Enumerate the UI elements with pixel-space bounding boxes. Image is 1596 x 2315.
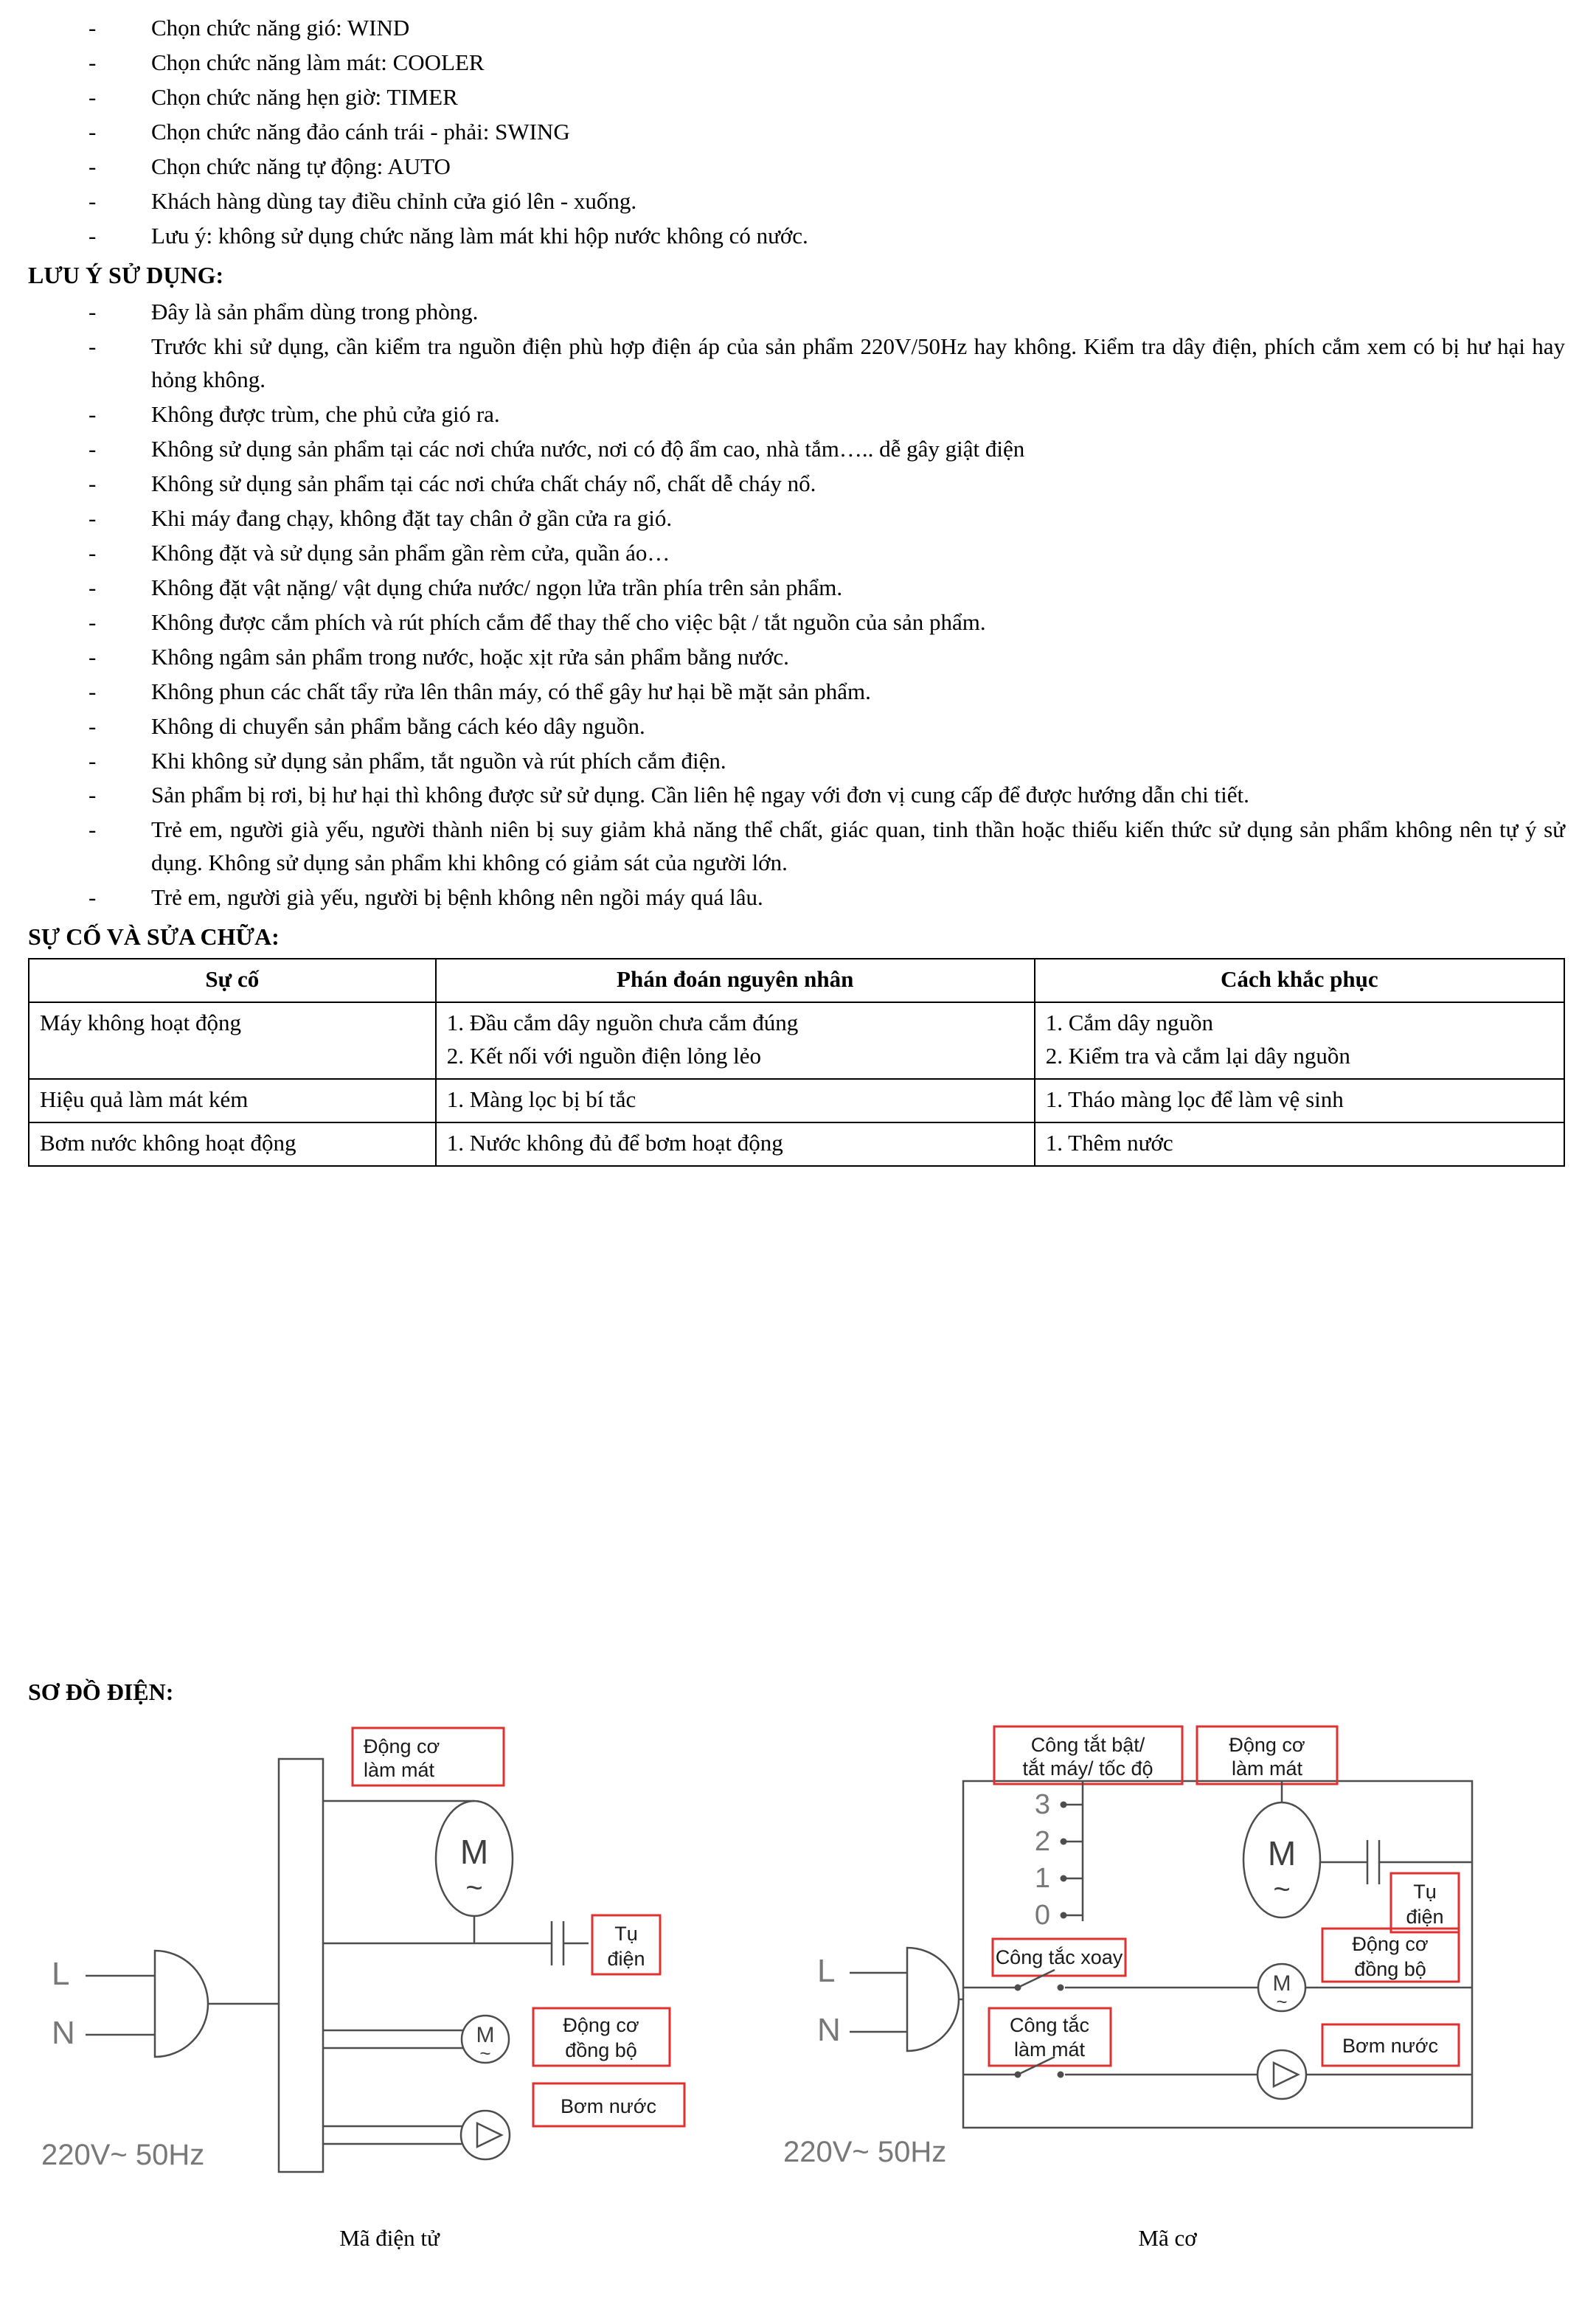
capacitor-symbol <box>552 1921 563 1965</box>
list-item-text: Chọn chức năng làm mát: COOLER <box>151 49 485 75</box>
list-item <box>28 813 1565 880</box>
bullet-dash: - <box>89 539 97 566</box>
intro-list <box>28 12 1565 253</box>
list-item-text: Trước khi sử dụng, cần kiểm tra nguồn điện phù hợp điện áp của sản phẩm 220V/50Hz hay không. Kiểm tra dây điện, phích cắm xem có bị hư hại hay hỏng không. <box>151 333 1565 393</box>
bullet-dash: - <box>89 83 97 110</box>
list-item <box>28 779 1565 812</box>
bullet-dash: - <box>89 222 97 249</box>
bullet-dash: - <box>89 436 97 462</box>
rotary-switch-blade <box>1018 1970 1055 1988</box>
bullet-dash: - <box>89 678 97 704</box>
voltage-label: 220V~ 50Hz <box>783 2135 947 2168</box>
list-item-text: Không được trùm, che phủ cửa gió ra. <box>151 401 500 428</box>
fix-line: 1. Cắm dây nguồn <box>1045 1009 1213 1035</box>
list-item-text: Không đặt vật nặng/ vật dụng chứa nước/ ngọn lửa trần phía trên sản phẩm. <box>151 574 843 600</box>
bullet-dash: - <box>89 471 97 497</box>
bullet-dash: - <box>89 153 97 179</box>
cause-line: 2. Kết nối với nguồn điện lỏng lẻo <box>446 1042 761 1069</box>
switch-position-3: 3 <box>1034 1788 1050 1820</box>
bullet-dash: - <box>89 643 97 670</box>
bullet-dash: - <box>89 712 97 739</box>
power-switch-label-line2: tắt máy/ tốc độ <box>1022 1757 1153 1780</box>
motor-wave-glyph: ~ <box>1273 1873 1291 1906</box>
pump-wires <box>323 2126 463 2144</box>
bullet-dash: - <box>89 884 97 911</box>
motor-m-glyph: M <box>1267 1833 1297 1873</box>
pump-label: Bơm nước <box>560 2094 657 2117</box>
list-item <box>28 81 1565 114</box>
switch-pivot <box>1015 1984 1021 1991</box>
switch-position-1: 1 <box>1034 1862 1050 1894</box>
list-item <box>28 881 1565 914</box>
bullet-dash: - <box>89 118 97 145</box>
usage-list <box>28 296 1565 914</box>
list-item <box>28 433 1565 466</box>
list-item <box>28 537 1565 570</box>
list-item-text: Khi không sử dụng sản phẩm, tắt nguồn và rút phích cắm điện. <box>151 747 726 774</box>
list-item-text: Khách hàng dùng tay điều chỉnh cửa gió lên - xuống. <box>151 187 637 214</box>
list-item-text: Sản phẩm bị rơi, bị hư hại thì không được sử sử dụng. Cần liên hệ ngay với đơn vị cung cấp để được hướng dẫn chi tiết. <box>151 782 1249 808</box>
troubleshooting-table <box>28 958 1565 1167</box>
diagram-captions <box>28 2225 1565 2252</box>
diagram-electronic <box>35 1722 743 2215</box>
sync-m-glyph: M <box>476 2022 495 2047</box>
list-item <box>28 572 1565 605</box>
line-l-label: L <box>52 1955 70 1992</box>
list-item <box>28 606 1565 639</box>
table-row <box>29 1079 1564 1122</box>
power-plug-icon <box>155 1951 208 2057</box>
table-cell-fix <box>1035 1002 1564 1079</box>
line-n-label: N <box>52 2014 75 2051</box>
caption-electronic: Mã điện tử <box>339 2224 440 2251</box>
rotary-switch-label: Công tắc xoay <box>995 1946 1123 1968</box>
switch-contact <box>1058 2071 1064 2078</box>
switch-contact <box>1058 1984 1064 1991</box>
list-item-text: Không di chuyển sản phẩm bằng cách kéo dây nguồn. <box>151 712 645 739</box>
bullet-dash: - <box>89 782 97 808</box>
table-header-row <box>29 959 1564 1002</box>
bullet-dash: - <box>89 15 97 41</box>
sync-wave-glyph: ~ <box>479 2041 491 2064</box>
switch-contact <box>1061 1838 1067 1844</box>
capacitor-label-line1: Tụ <box>1413 1880 1437 1903</box>
list-item <box>28 46 1565 80</box>
cooling-motor-label-line2: làm mát <box>364 1758 435 1781</box>
bullet-dash: - <box>89 49 97 75</box>
table-row <box>29 1122 1564 1166</box>
sync-motor-label-line2: đồng bộ <box>1354 1957 1426 1980</box>
sync-m-glyph: M <box>1272 1971 1291 1996</box>
caption-mechanical: Mã cơ <box>1138 2224 1197 2251</box>
switch-contact <box>1061 1801 1067 1808</box>
power-switch-label-line1: Công tắt bật/ <box>1030 1733 1145 1756</box>
switch-position-0: 0 <box>1034 1899 1050 1931</box>
list-item-text: Khi máy đang chạy, không đặt tay chân ở gần cửa ra gió. <box>151 504 673 531</box>
list-item-text: Chọn chức năng hẹn giờ: TIMER <box>151 83 458 110</box>
table-cell-fix: 1. Tháo màng lọc để làm vệ sinh <box>1035 1079 1564 1122</box>
table-cell-fault: Máy không hoạt động <box>29 1002 436 1079</box>
pump-triangle-icon <box>477 2123 502 2147</box>
motor-wave-glyph: ~ <box>465 1871 483 1904</box>
table-cell-fault: Bơm nước không hoạt động <box>29 1122 436 1166</box>
sync-wave-glyph: ~ <box>1276 1990 1288 2013</box>
line-n-label: N <box>817 2011 841 2048</box>
pump-triangle-icon <box>1274 2063 1298 2086</box>
cooling-switch-label-line2: làm mát <box>1013 2038 1086 2061</box>
list-item-text: Đây là sản phẩm dùng trong phòng. <box>151 299 479 325</box>
section-heading-troubleshooting: SỰ CỐ VÀ SỬA CHỮA: <box>28 923 280 951</box>
table-row <box>29 1002 1564 1079</box>
table-cell-cause: 1. Nước không đủ để bơm hoạt động <box>436 1122 1035 1166</box>
cooling-motor-label-line1: Động cơ <box>364 1735 440 1757</box>
bullet-dash: - <box>89 747 97 774</box>
cooling-motor-label-line1: Động cơ <box>1229 1733 1305 1756</box>
table-cell-cause <box>436 1002 1035 1079</box>
list-item <box>28 296 1565 329</box>
electronic-circuit-svg <box>35 1722 743 2209</box>
bullet-dash: - <box>89 333 97 360</box>
switch-pivot <box>1015 2071 1021 2078</box>
section-heading-usage: LƯU Ý SỬ DỤNG: <box>28 261 224 288</box>
table-cell-fix: 1. Thêm nước <box>1035 1122 1564 1166</box>
diagram-mechanical <box>773 1722 1562 2215</box>
bullet-dash: - <box>89 574 97 600</box>
mechanical-circuit-svg <box>773 1722 1555 2209</box>
list-item-text: Trẻ em, người già yếu, người thành niên bị suy giảm khả năng thể chất, giác quan, tinh thần hoặc thiếu kiến thức sử dụng sản phẩm không nên tự ý sử dụng. Không sử dụng sản phẩm khi không có giảm sát của người lớn. <box>151 816 1565 876</box>
bullet-dash: - <box>89 187 97 214</box>
list-item-text: Chọn chức năng gió: WIND <box>151 15 410 41</box>
bullet-dash: - <box>89 816 97 843</box>
table-cell-fault: Hiệu quả làm mát kém <box>29 1079 436 1122</box>
motor-m-glyph: M <box>459 1832 489 1871</box>
switch-contact-stubs <box>1066 1805 1083 1915</box>
list-item-text: Không sử dụng sản phẩm tại các nơi chứa chất cháy nổ, chất dễ cháy nổ. <box>151 471 816 497</box>
cause-line: 1. Đầu cắm dây nguồn chưa cắm đúng <box>446 1009 799 1035</box>
capacitor-symbol <box>1367 1840 1379 1884</box>
list-item-text: Không được cắm phích và rút phích cắm để thay thế cho việc bật / tắt nguồn của sản phẩm. <box>151 608 986 635</box>
list-item-text: Không phun các chất tẩy rửa lên thân máy, có thể gây hư hại bề mặt sản phẩm. <box>151 678 871 704</box>
list-item <box>28 185 1565 218</box>
pump-label: Bơm nước <box>1342 2034 1439 2057</box>
list-item-text: Lưu ý: không sử dụng chức năng làm mát khi hộp nước không có nước. <box>151 222 808 249</box>
cooling-motor-label-line2: làm mát <box>1231 1757 1303 1780</box>
capacitor-label-line1: Tụ <box>614 1922 638 1945</box>
list-item <box>28 502 1565 535</box>
switch-position-2: 2 <box>1034 1825 1050 1857</box>
list-item-text: Chọn chức năng đảo cánh trái - phải: SWING <box>151 118 570 145</box>
line-l-label: L <box>817 1952 836 1989</box>
list-item-text: Không đặt và sử dụng sản phẩm gần rèm cửa, quần áo… <box>151 539 670 566</box>
fix-line: 2. Kiểm tra và cắm lại dây nguồn <box>1045 1042 1350 1069</box>
bullet-dash: - <box>89 401 97 428</box>
list-item <box>28 220 1565 253</box>
bullet-dash: - <box>89 504 97 531</box>
cooling-switch-label-line1: Công tắc <box>1009 2013 1090 2036</box>
section-heading-wiring: SƠ ĐỒ ĐIỆN: <box>28 1678 174 1705</box>
list-item-text: Chọn chức năng tự động: AUTO <box>151 153 451 179</box>
sync-motor-label-line2: đồng bộ <box>565 2038 637 2061</box>
bullet-dash: - <box>89 299 97 325</box>
list-item-text: Không sử dụng sản phẩm tại các nơi chứa nước, nơi có độ ẩm cao, nhà tắm….. dễ gây giật điện <box>151 436 1025 462</box>
list-item <box>28 641 1565 674</box>
list-item <box>28 116 1565 149</box>
power-plug-icon <box>907 1948 959 2051</box>
list-item <box>28 398 1565 431</box>
list-item <box>28 710 1565 743</box>
switch-contact <box>1061 1875 1067 1881</box>
switch-contact <box>1061 1912 1067 1918</box>
table-header-cause: Phán đoán nguyên nhân <box>436 959 1035 1002</box>
list-item <box>28 330 1565 397</box>
list-item <box>28 745 1565 778</box>
list-item-text: Không ngâm sản phẩm trong nước, hoặc xịt rửa sản phẩm bằng nước. <box>151 643 789 670</box>
sync-motor-label-line1: Động cơ <box>1352 1932 1429 1955</box>
table-header-fault: Sự cố <box>29 959 436 1002</box>
capacitor-label-line2: điện <box>607 1947 645 1970</box>
bullet-dash: - <box>89 608 97 635</box>
list-item-text: Trẻ em, người già yếu, người bị bệnh không nên ngồi máy quá lâu. <box>151 884 763 911</box>
capacitor-label-line2: điện <box>1406 1905 1444 1928</box>
motor-bottom-wire <box>323 1916 552 1943</box>
list-item <box>28 150 1565 184</box>
list-item <box>28 468 1565 501</box>
wiring-diagrams <box>28 1722 1565 2215</box>
list-item <box>28 676 1565 709</box>
sync-motor-wires <box>323 2030 464 2048</box>
table-header-fix: Cách khắc phục <box>1035 959 1564 1002</box>
voltage-label: 220V~ 50Hz <box>41 2138 205 2171</box>
sync-motor-label-line1: Động cơ <box>563 2013 639 2036</box>
list-item <box>28 12 1565 45</box>
control-board <box>279 1759 323 2172</box>
table-cell-cause: 1. Màng lọc bị bí tắc <box>436 1079 1035 1122</box>
